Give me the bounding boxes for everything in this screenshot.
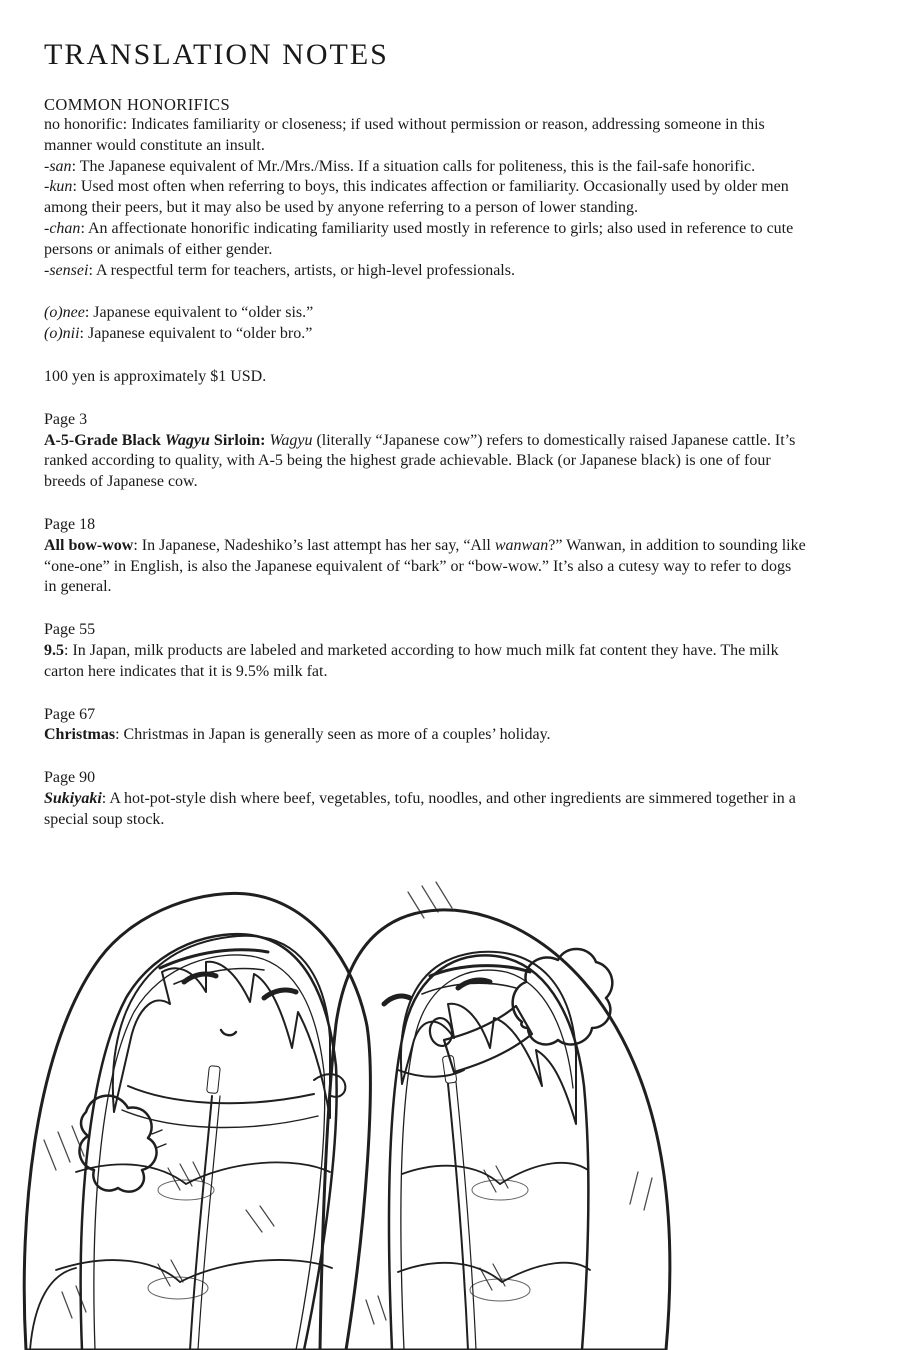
text-run: no honorific: Indicates familiarity or closeness; if used without permission or reason, addressing someone in this manner would constitute an insult. — [44, 116, 765, 154]
left-hood-opening — [81, 934, 337, 1350]
right-hair — [401, 952, 576, 1124]
left-eye-closed — [184, 974, 216, 982]
translation-note — [44, 641, 806, 683]
text-run: -san — [44, 157, 72, 175]
honorific-note — [44, 303, 806, 324]
translation-note — [44, 431, 806, 493]
text-run: : An affectionate honorific indicating familiarity used mostly in reference to girls; also used in reference to cute persons or animals of either gender. — [44, 219, 794, 258]
text-run: 9.5 — [44, 641, 64, 659]
text-run: : The Japanese equivalent of Mr./Mrs./Miss. If a situation calls for politeness, this is the fail-safe honorific. — [71, 157, 756, 175]
left-mouth — [221, 1030, 236, 1035]
left-quilt-creases — [30, 1162, 332, 1350]
left-mitten — [79, 1096, 156, 1192]
text-run: Page 55 — [44, 621, 96, 639]
translation-note — [44, 789, 806, 831]
left-zipper-shade — [198, 1096, 238, 1350]
text-run: Page 18 — [44, 515, 96, 533]
text-run: -chan — [44, 219, 81, 237]
text-run: 100 yen is approximately $1 USD. — [44, 367, 267, 385]
text-run: : — [260, 431, 270, 449]
honorific-note — [44, 157, 806, 178]
text-run: Wagyu — [164, 431, 210, 449]
right-collar-shade — [408, 1064, 566, 1120]
right-hood-dark-band — [328, 982, 386, 1350]
text-run: Christmas — [44, 726, 116, 744]
right-quilt-shading — [470, 1180, 530, 1301]
honorific-note — [44, 261, 806, 282]
right-hood — [320, 910, 670, 1350]
text-run: : Japanese equivalent to “older bro.” — [79, 325, 313, 343]
left-collar-line — [128, 1086, 314, 1103]
text-run: : Used most often when referring to boys, this indicates affection or familiarity. Occasionally used by older men among their peers, but it may also be used by anyone referring to a person of lower standing. — [44, 178, 789, 217]
document-body — [44, 26, 806, 831]
text-run: Page 3 — [44, 410, 88, 428]
left-hood-lining-line — [94, 955, 325, 1350]
right-blush-2 — [477, 998, 503, 1014]
text-run: : A respectful term for teachers, artists, or high-level professionals. — [88, 261, 515, 279]
text-run: TRANSLATION NOTES — [44, 38, 389, 71]
page-label — [44, 620, 806, 641]
text-run: Wagyu — [269, 431, 313, 449]
text-run: Sirloin — [209, 431, 261, 449]
left-eye-closed-2 — [264, 990, 296, 998]
right-hood-opening — [389, 955, 589, 1350]
honorific-note — [44, 219, 806, 261]
translation-note — [44, 536, 806, 598]
text-run: COMMON HONORIFICS — [44, 95, 231, 114]
text-run: A-5-Grade Black — [44, 431, 165, 449]
honorific-note — [44, 115, 806, 157]
page-label — [44, 705, 806, 726]
page-label — [44, 768, 806, 789]
text-run: ?” Wanwan, in addition to sounding like “one-one” in English, is also the Japanese equivalent of “bark” or “bow-wow.” It’s also a cutesy way to refer to dogs in general. — [44, 536, 806, 596]
text-run: Page 67 — [44, 705, 96, 723]
text-run: Sukiyaki — [44, 789, 102, 807]
right-character — [320, 882, 670, 1350]
left-zipper-pull — [207, 1066, 221, 1094]
text-run: : A hot-pot-style dish where beef, vegetables, tofu, noodles, and other ingredients are simmered together in a special soup stock. — [44, 789, 796, 828]
right-hood-lining-line — [401, 970, 573, 1350]
text-run: -kun — [44, 178, 73, 196]
text-run: Page 90 — [44, 769, 96, 787]
text-run: (literally “Japanese cow”) refers to domestically raised Japanese cattle. It’s ranked according to quality, with A-5 being the highest grade achievable. Black (or Japanese black) is one of four breeds of Japanese cow. — [44, 431, 796, 491]
page-label — [44, 515, 806, 536]
honorific-note — [44, 324, 806, 345]
page-title — [44, 38, 806, 72]
translation-note — [44, 725, 806, 746]
page-label — [44, 410, 806, 431]
left-hair — [113, 936, 330, 1118]
text-run: : In Japan, milk products are labeled and marketed according to how much milk fat content they have. The milk carton here indicates that it is 9.5% milk fat. — [44, 641, 779, 680]
right-zipper-line — [448, 1084, 468, 1350]
right-eye-closed — [384, 996, 410, 1004]
honorific-note — [44, 177, 806, 219]
text-run: : Christmas in Japan is generally seen as more of a couples’ holiday. — [115, 726, 551, 744]
text-run: : In Japanese, Nadeshiko’s last attempt has her say, “All — [133, 536, 495, 554]
currency-note — [44, 367, 806, 388]
left-character — [24, 893, 370, 1350]
text-run: All bow-wow — [44, 536, 134, 554]
text-run: (o)nii — [44, 325, 80, 343]
text-run: : Japanese equivalent to “older sis.” — [84, 304, 314, 322]
text-run: (o)nee — [44, 304, 85, 322]
left-hood-shade — [310, 1022, 346, 1350]
sleeping-bags-illustration — [10, 872, 700, 1350]
text-run: -sensei — [44, 261, 89, 279]
section-heading — [44, 94, 806, 115]
text-run: wanwan — [494, 536, 549, 554]
